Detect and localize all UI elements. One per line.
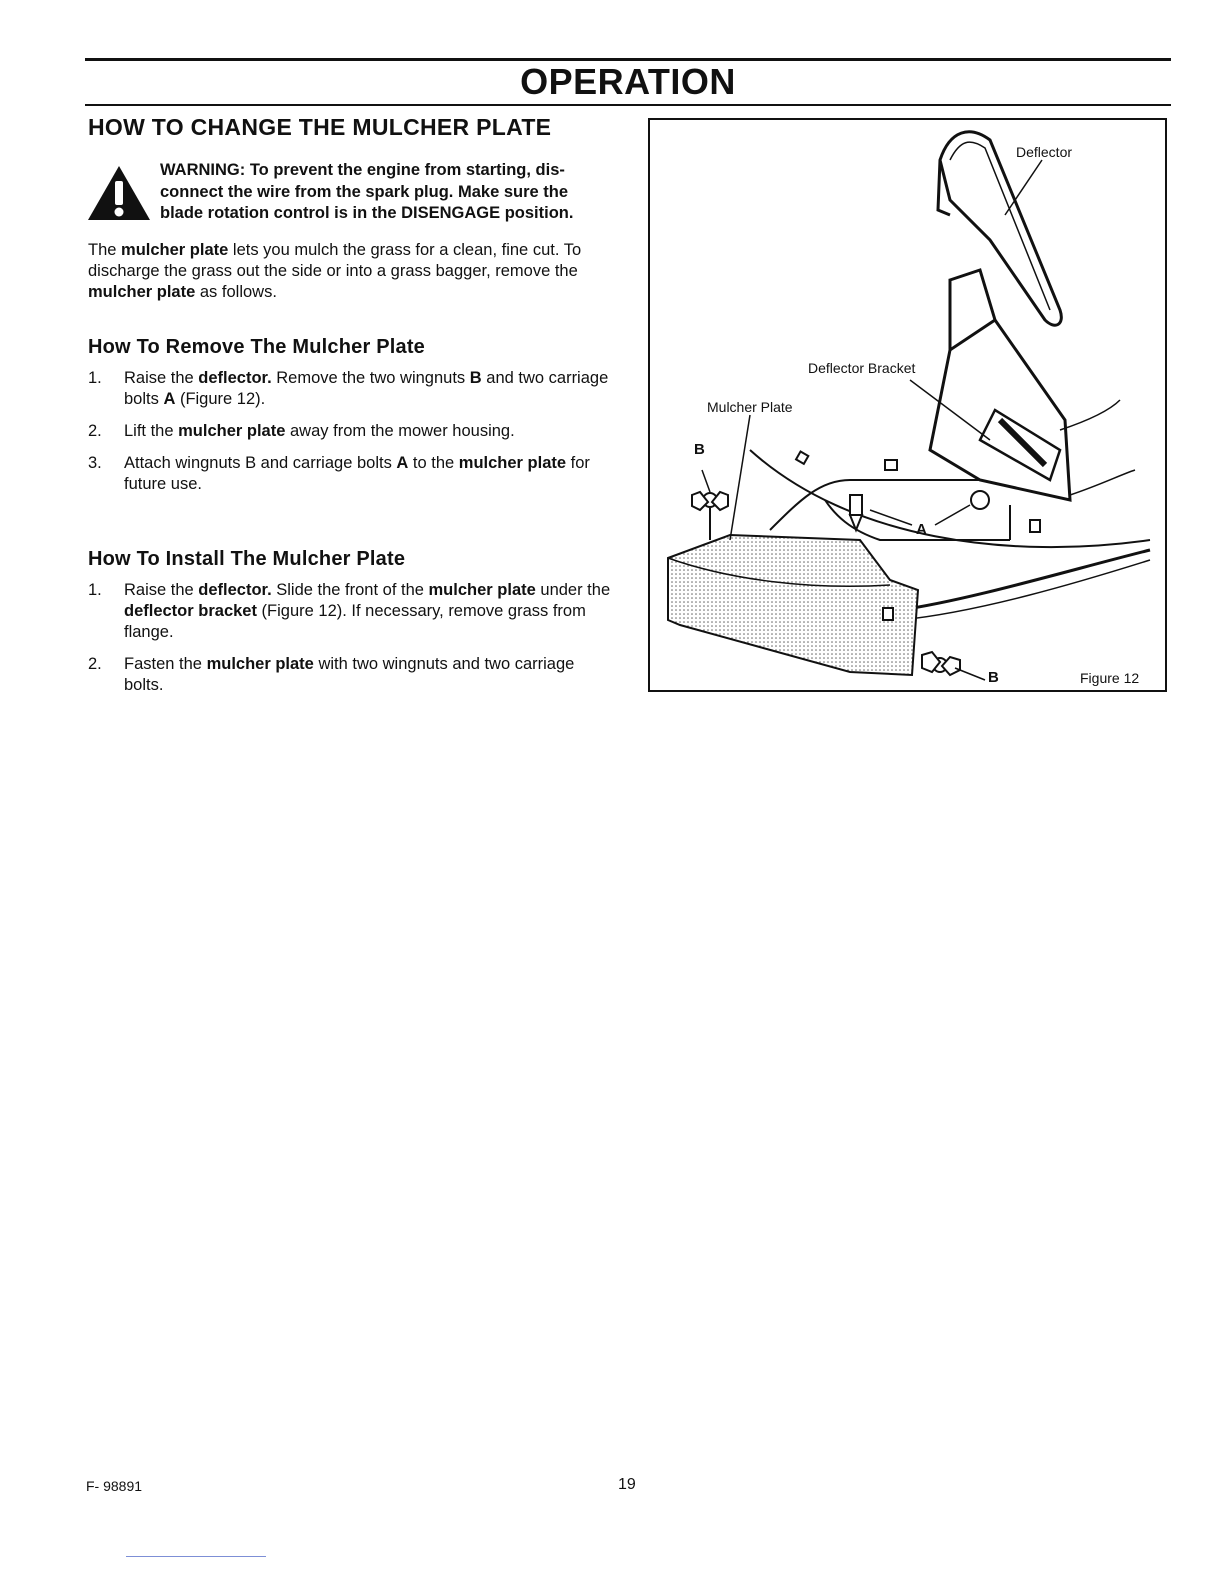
page-title: OPERATION <box>520 61 736 102</box>
intro-term: mulcher plate <box>121 241 229 259</box>
step-term: mulcher plate <box>206 655 314 673</box>
list-item <box>88 580 618 643</box>
figure-caption: Figure 12 <box>1080 670 1140 686</box>
step-number: 2. <box>88 655 102 673</box>
document-code: F- 98891 <box>86 1478 143 1494</box>
step-term: A <box>163 390 176 408</box>
step-text: (Figure 12). If necessary, remove grass from flange. <box>124 602 586 641</box>
label-b-left: B <box>694 441 705 458</box>
warning-triangle-icon <box>86 164 152 222</box>
step-text: Fasten the <box>124 655 207 673</box>
step-text: Attach wingnuts B and carriage bolts <box>124 454 397 472</box>
step-text: away from the mower housing. <box>285 422 515 440</box>
step-text: to the <box>408 454 459 472</box>
list-item <box>88 453 618 495</box>
step-term: A <box>396 454 409 472</box>
figure-12 <box>648 118 1167 692</box>
step-number: 1. <box>88 369 102 387</box>
label-a: A <box>916 521 927 538</box>
intro-text: The <box>88 241 122 259</box>
step-term: B <box>469 369 482 387</box>
label-deflector: Deflector <box>1016 144 1073 160</box>
intro-paragraph <box>88 240 616 303</box>
remove-steps-list <box>88 368 618 506</box>
step-term: mulcher plate <box>178 422 286 440</box>
step-text: Remove the two wingnuts <box>271 369 470 387</box>
intro-text: as follows. <box>195 283 277 301</box>
page-number: 19 <box>618 1476 636 1493</box>
step-term: deflector. <box>198 369 272 387</box>
label-b-bottom: B <box>988 669 999 686</box>
list-item <box>88 368 618 410</box>
intro-term: mulcher plate <box>88 283 196 301</box>
step-term: mulcher plate <box>458 454 567 472</box>
page-link-line <box>126 1556 266 1557</box>
step-text: and two carriage bolts <box>124 369 609 408</box>
list-item <box>88 421 618 442</box>
remove-heading: How To Remove The Mulcher Plate <box>88 336 426 358</box>
install-steps-list <box>88 580 618 707</box>
step-text: (Figure 12). <box>175 390 266 408</box>
warning-text: WARNING: To prevent the engine from starting, disconnect the wire from the spark plug. Make sure the blade rotation control is in the DISENGAGE position. <box>160 161 574 222</box>
step-text: Raise the <box>124 369 199 387</box>
step-term: mulcher plate <box>428 581 536 599</box>
step-number: 1. <box>88 581 102 599</box>
step-text: Slide the front of the <box>271 581 429 599</box>
label-mulcher-plate: Mulcher Plate <box>707 399 793 415</box>
step-term: deflector. <box>198 581 272 599</box>
step-text: under the <box>535 581 611 599</box>
install-heading: How To Install The Mulcher Plate <box>88 548 406 570</box>
title-underline <box>85 104 1171 106</box>
step-text: Lift the <box>124 422 179 440</box>
section-heading: HOW TO CHANGE THE MULCHER PLATE <box>88 114 552 140</box>
step-text: with two wingnuts and two carriage bolts. <box>124 655 575 694</box>
step-text: Raise the <box>124 581 199 599</box>
step-number: 2. <box>88 422 102 440</box>
intro-text: lets you mulch the grass for a clean, fine cut. To discharge the grass out the side or into a grass bagger, remove the <box>88 241 582 280</box>
label-deflector-bracket: Deflector Bracket <box>808 360 916 376</box>
step-term: deflector bracket <box>124 602 257 620</box>
list-item <box>88 654 618 696</box>
step-text: for future use. <box>124 454 590 493</box>
step-number: 3. <box>88 454 102 472</box>
